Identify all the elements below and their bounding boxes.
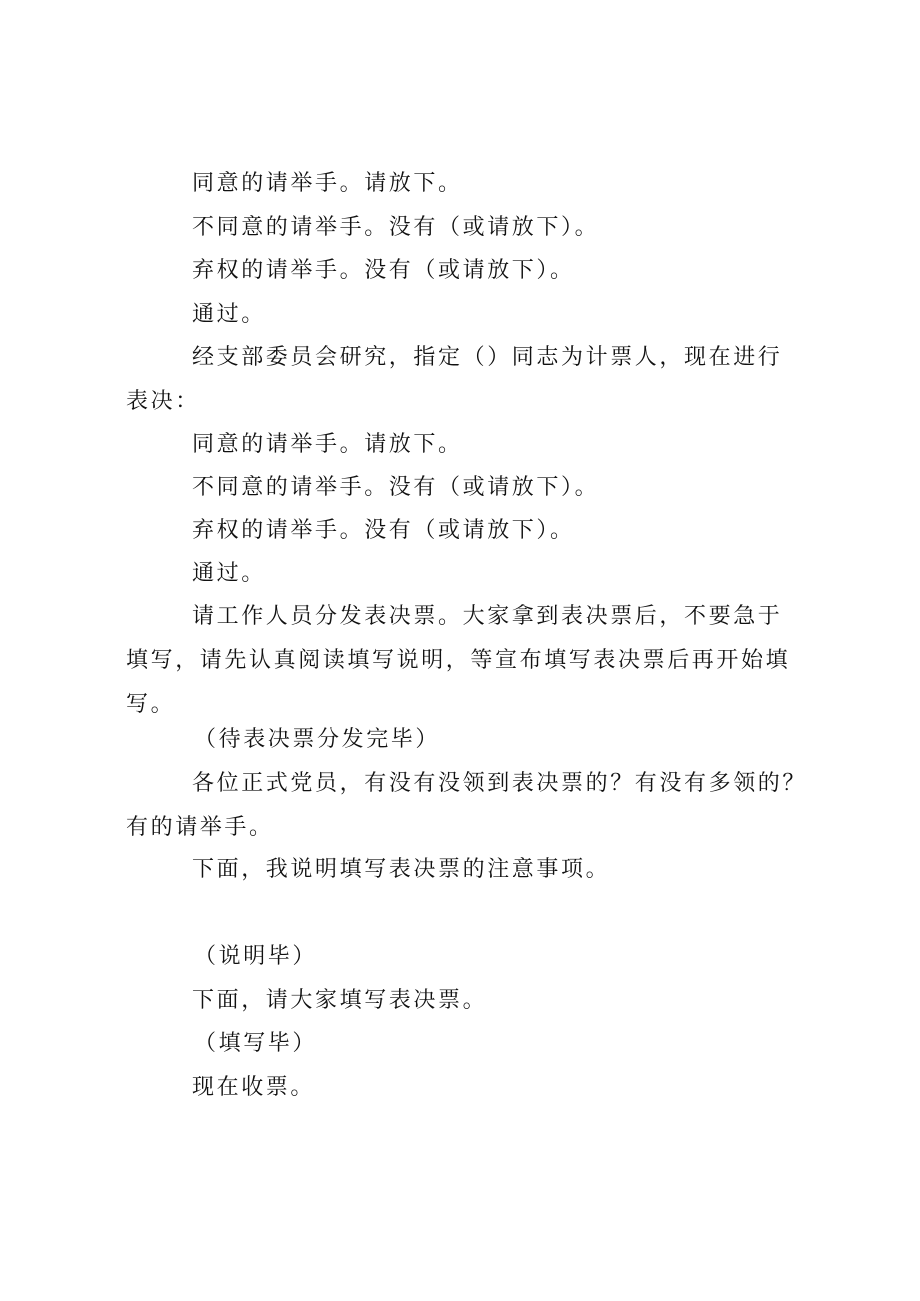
text-line: 下面，我说明填写表决票的注意事项。 [192,857,611,882]
paragraph-passed-1 [0,293,920,337]
paragraph-ballot-check [0,762,920,850]
paragraph-abstain-1 [0,249,920,293]
text-line: 写。 [126,692,176,717]
paragraph-disagree-2 [0,466,920,510]
paragraph-passed-2 [0,552,920,596]
text-line: 弃权的请举手。没有（或请放下）。 [192,518,575,543]
paragraph-agree-1 [0,162,920,206]
text-line: 各位正式党员，有没有没领到表决票的？有没有多领的？ [192,771,808,796]
text-line: 有的请举手。 [126,815,274,840]
paragraph-disagree-1 [0,206,920,250]
text-line: 通过。 [192,302,266,327]
text-line: 填写，请先认真阅读填写说明，等宣布填写表决票后再开始填 [126,648,791,673]
paragraph-instructions-intro [0,848,920,892]
text-line: 下面，请大家填写表决票。 [192,988,488,1013]
paragraph-ballot-distribution [0,595,920,727]
text-line: 不同意的请举手。没有（或请放下）。 [192,215,600,240]
text-line: 通过。 [192,561,266,586]
text-line: 表决： [126,389,200,414]
text-line: 现在收票。 [192,1075,316,1100]
text-line: （待表决票分发完毕） [194,727,441,752]
paragraph-abstain-2 [0,509,920,553]
text-line: （填写毕） [194,1031,318,1056]
paragraph-agree-2 [0,423,920,467]
paragraph-collect-ballots [0,1066,920,1110]
paragraph-awaiting-distribution [0,718,920,762]
text-line: 不同意的请举手。没有（或请放下）。 [192,475,600,500]
text-line: 同意的请举手。请放下。 [192,432,463,457]
paragraph-filling-done [0,1022,920,1066]
paragraph-fill-ballots [0,979,920,1023]
paragraph-instructions-done [0,935,920,979]
text-line: 弃权的请举手。没有（或请放下）。 [192,258,575,283]
text-line: 请工作人员分发表决票。大家拿到表决票后，不要急于 [192,604,783,629]
text-line: （说明毕） [194,944,318,969]
paragraph-teller-appointment [0,336,920,424]
text-line: 经支部委员会研究，指定（）同志为计票人，现在进行 [192,345,783,370]
text-line: 同意的请举手。请放下。 [192,171,463,196]
